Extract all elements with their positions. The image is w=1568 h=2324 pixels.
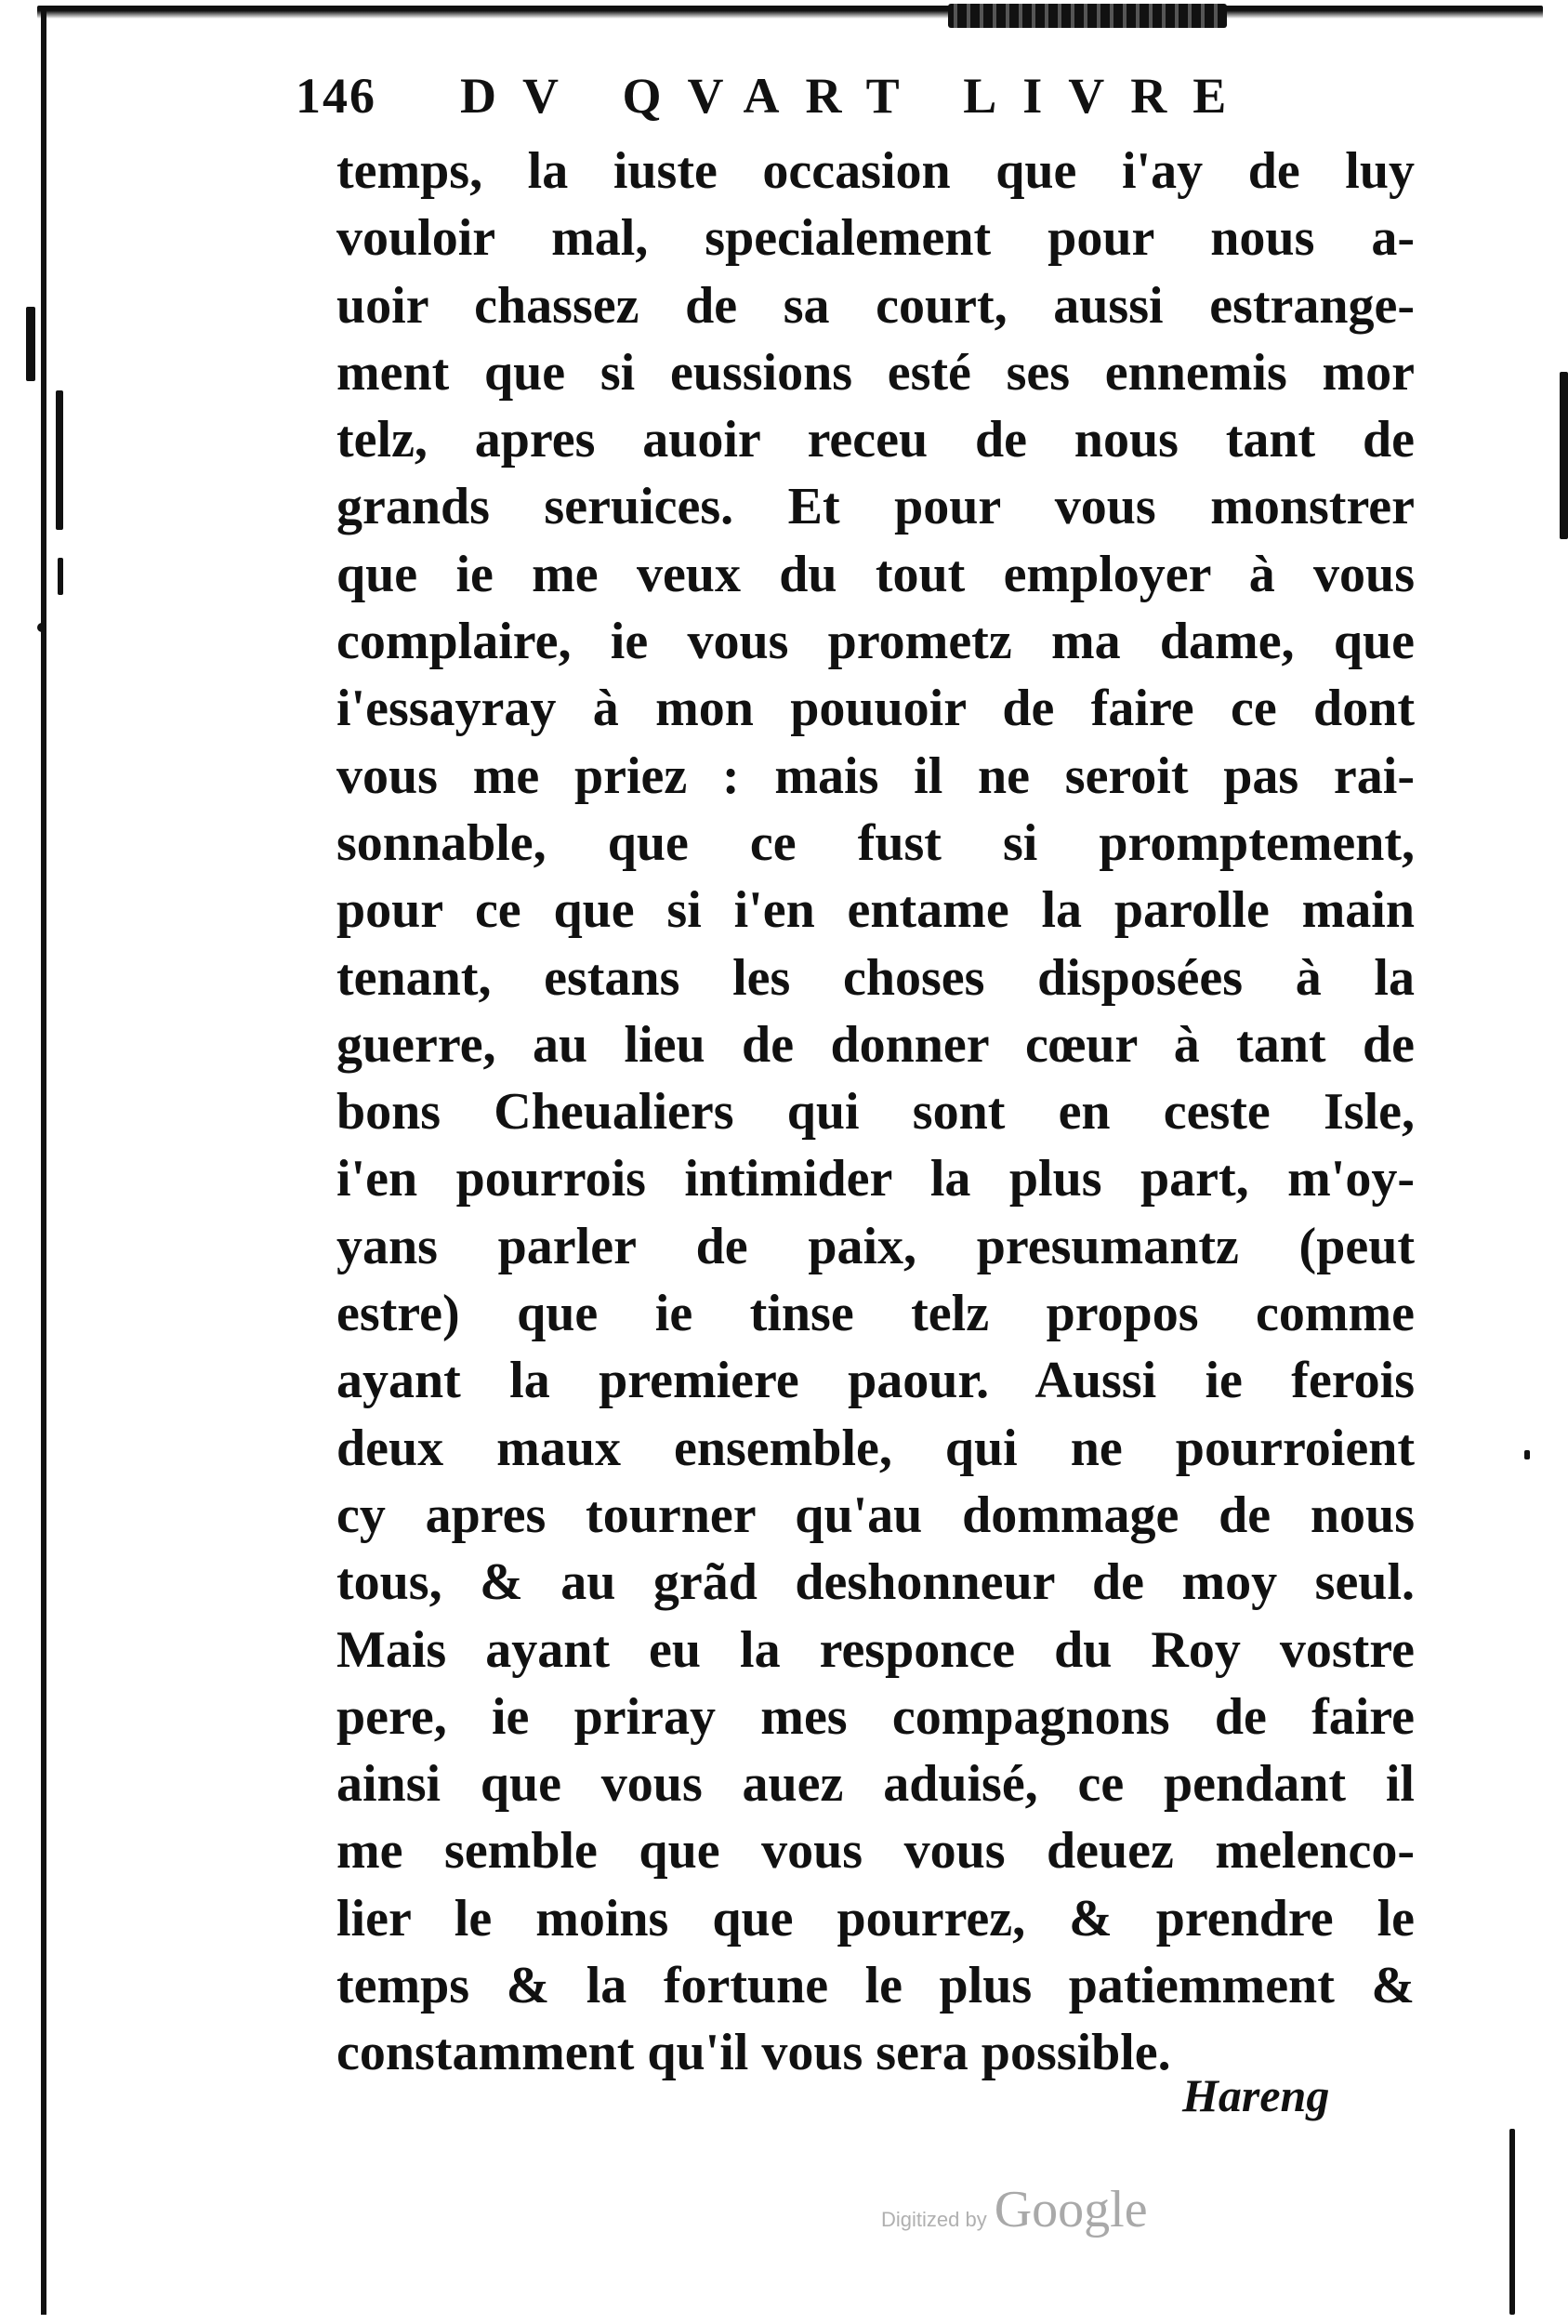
text-line: Mais ayant eu la responce du Roy vostre — [336, 1620, 1415, 1679]
text-line: complaire, ie vous prometz ma dame, que — [336, 613, 1415, 671]
text-line: grands seruices. Et pour vous monstrer — [336, 478, 1415, 536]
text-line: yans parler de paix, presumantz (peut — [336, 1217, 1415, 1275]
google-logo: Google — [994, 2181, 1148, 2238]
text-line: estre) que ie tinse telz propos comme — [336, 1285, 1415, 1343]
text-line: sonnable, que ce fust si promptement, — [336, 813, 1415, 872]
text-line: tous, & au grãd deshonneur de moy seul. — [336, 1553, 1415, 1612]
scan-smudge — [948, 4, 1227, 28]
text-line: tenant, estans les choses disposées à la — [336, 948, 1415, 1007]
text-line: vous me priez : mais il ne seroit pas rai- — [336, 746, 1415, 805]
text-line: ment que si eussions esté ses ennemis mor — [336, 343, 1415, 402]
text-line: vouloir mal, specialement pour nous a- — [336, 209, 1415, 268]
text-line: bons Cheualiers qui sont en ceste Isle, — [336, 1083, 1415, 1142]
text-line: constamment qu'il vous sera possible. — [336, 2024, 1171, 2082]
scan-top-edge — [37, 6, 1543, 19]
text-line: telz, apres auoir receu de nous tant de — [336, 411, 1415, 469]
digitization-watermark — [881, 2180, 1148, 2239]
text-line: pour ce que si i'en entame la parolle main — [336, 881, 1415, 940]
text-line: me semble que vous vous deuez melenco- — [336, 1822, 1415, 1881]
margin-mark — [26, 307, 35, 381]
catchword: Hareng — [1182, 2069, 1330, 2121]
margin-mark — [1560, 372, 1568, 539]
watermark-prefix: Digitized by — [881, 2208, 987, 2231]
text-line: lier le moins que pourrez, & prendre le — [336, 1889, 1415, 1948]
text-line: deux maux ensemble, qui ne pourroient — [336, 1419, 1415, 1477]
margin-mark — [1524, 1450, 1530, 1459]
text-line: uoir chassez de sa court, aussi estrange- — [336, 276, 1415, 335]
text-line: i'en pourrois intimider la plus part, m'oy- — [336, 1150, 1415, 1208]
margin-mark — [56, 390, 63, 530]
text-line: i'essayray à mon pouuoir de faire ce dont — [336, 680, 1415, 738]
text-line: ainsi que vous auez aduisé, ce pendant il — [336, 1755, 1415, 1814]
margin-mark — [1509, 2129, 1515, 2315]
text-line: temps, la iuste occasion que i'ay de luy — [336, 142, 1415, 200]
running-title: DV QVART LIVRE — [460, 68, 1253, 124]
text-line: ayant la premiere paour. Aussi ie ferois — [336, 1352, 1415, 1410]
body-text — [336, 138, 1415, 2087]
text-line: guerre, au lieu de donner cœur à tant de — [336, 1015, 1415, 1074]
margin-mark — [58, 558, 63, 595]
page-number: 146 — [296, 68, 376, 124]
scan-left-edge — [41, 9, 46, 2315]
text-line: que ie me veux du tout employer à vous — [336, 545, 1415, 603]
margin-mark — [37, 623, 46, 632]
running-header — [296, 63, 1272, 128]
text-line: pere, ie priray mes compagnons de faire — [336, 1687, 1415, 1746]
text-line: cy apres tourner qu'au dommage de nous — [336, 1486, 1415, 1544]
text-line: temps & la fortune le plus patiemment & — [336, 1957, 1415, 2015]
